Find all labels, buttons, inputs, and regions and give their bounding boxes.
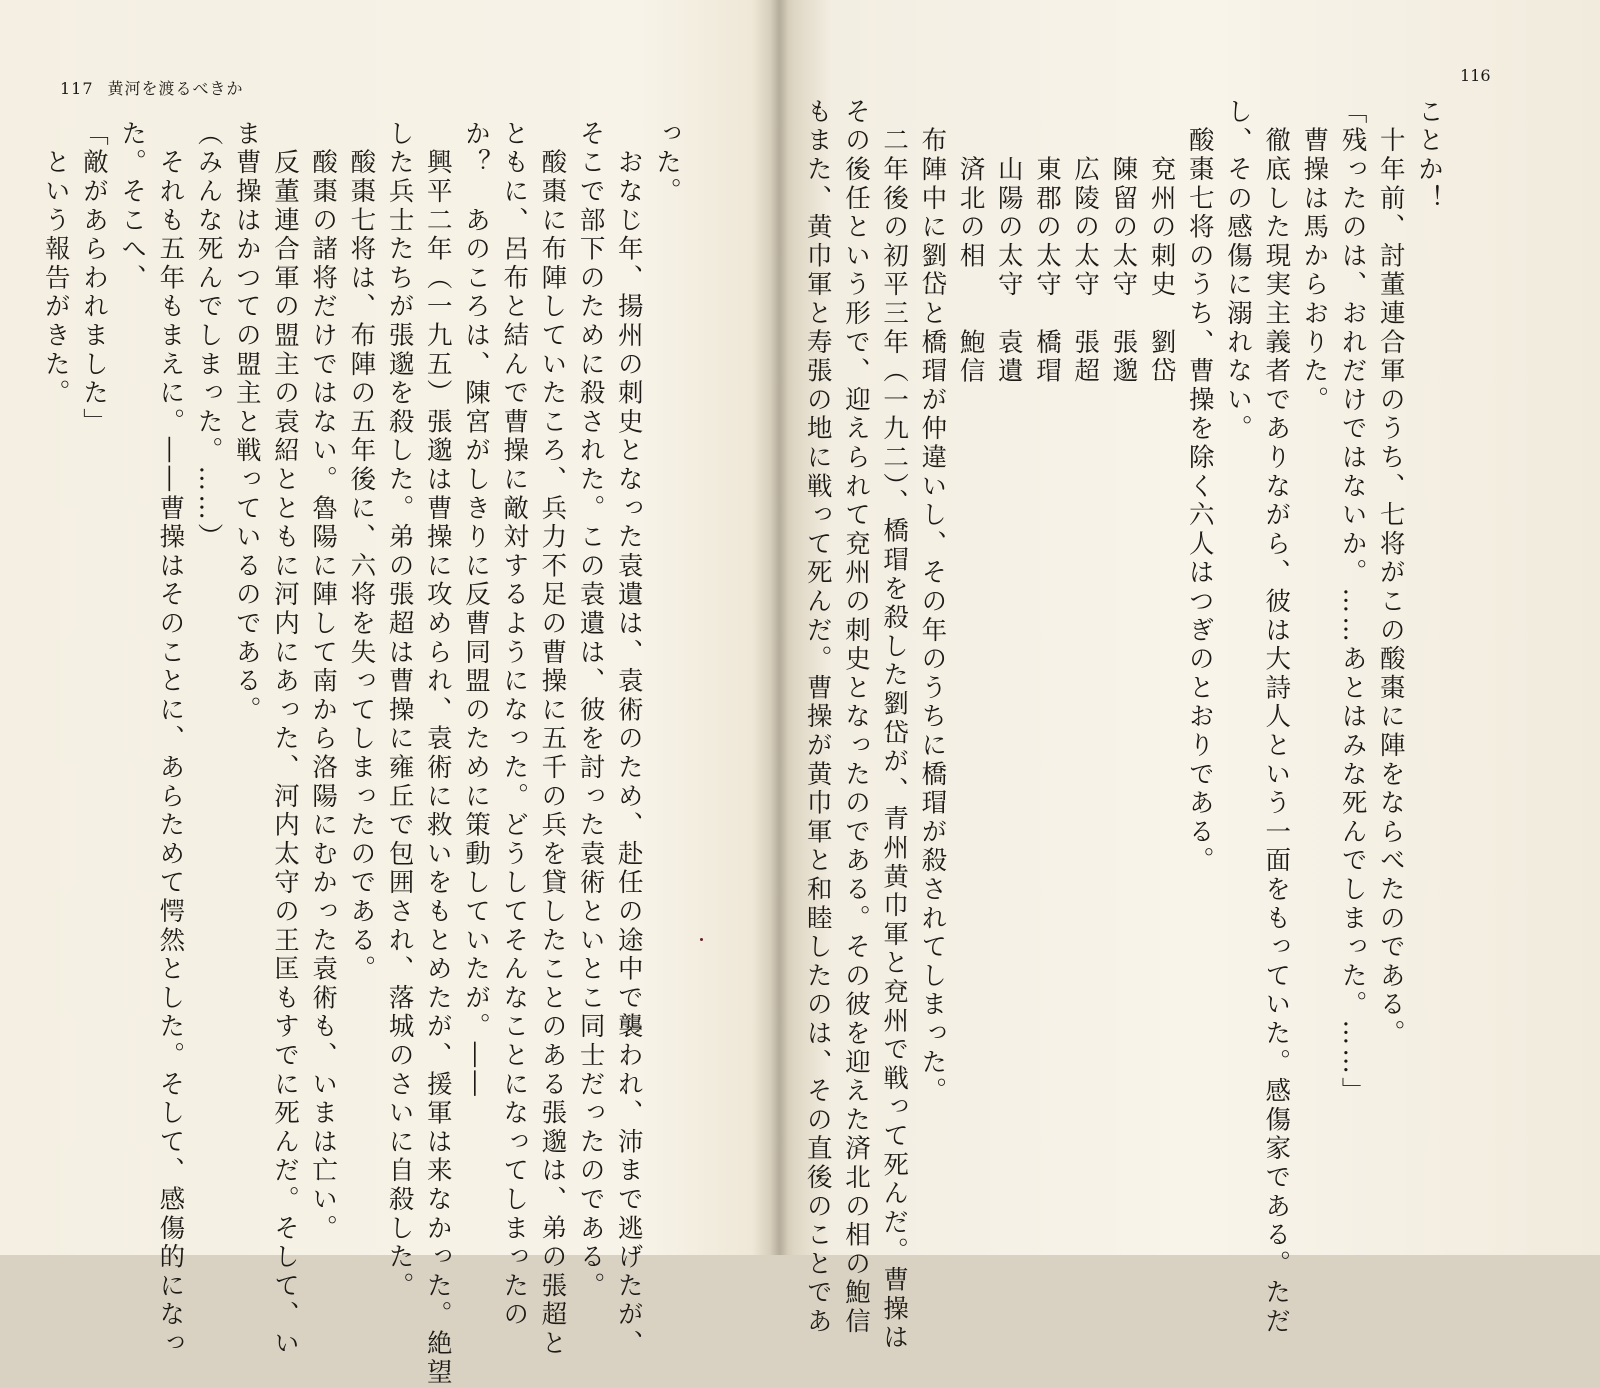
text-line: 興平二年（一九五）張邈は曹操に攻められ、袁術に救いをもとめたが、援軍は来なかった。絶望 [422,120,453,1387]
text-line: し、その感傷に溺れない。 [1222,98,1253,444]
right-page-body [802,98,1448,1353]
text-line: 兗州の刺史 劉岱 [1146,98,1177,386]
text-line: ことか！ [1414,98,1444,214]
text-line: おなじ年、揚州の刺史となった袁遺は、袁術のため、赴任の途中で襲われ、沛まで逃げたが、 [613,120,644,1359]
text-line: そこで部下のために殺された。この袁遺は、彼を討った袁術といとこ同士だったのである。 [575,120,606,1301]
text-line: 酸棗に布陣していたころ、兵力不足の曹操に五千の兵を貸したことのある張邈は、弟の張超と [537,120,568,1359]
text-line: 陳留の太守 張邈 [1108,98,1139,386]
text-line: 二年後の初平三年（一九二）、橋瑁を殺した劉岱が、青州黄巾軍と兗州で戦って死んだ。曹操は [879,98,910,1353]
text-line: 東郡の太守 橋瑁 [1031,98,1062,386]
text-line: ま曹操はかつての盟主と戦っているのである。 [231,120,262,725]
left-page-body [40,120,686,1387]
text-line: 「残ったのは、おれだけではないか。……あとはみな死んでしまった。……」 [1337,98,1368,1106]
text-line: 広陵の太守 張超 [1070,98,1101,386]
text-line: 反董連合軍の盟主の袁紹とともに河内にあった、河内太守の王匡もすでに死んだ。そして、い [269,120,300,1359]
text-line: （みんな死んでしまった。……） [193,120,224,552]
text-line: 済北の相 鮑信 [955,98,986,386]
ink-speck [700,938,703,941]
text-line: した兵士たちが張邈を殺した。弟の張超は曹操に雍丘で包囲され、落城のさいに自殺した。 [384,120,415,1301]
right-page [790,0,1600,1353]
text-line: った。 [652,120,682,207]
text-line: その後任という形で、迎えられて兗州の刺史となったのである。その彼を迎えた済北の相の鮑信 [840,98,871,1337]
right-page-number: 116 [1460,66,1491,85]
text-line: 酸棗七将のうち、曹操を除く六人はつぎのとおりである。 [1184,98,1215,876]
text-line: 布陣中に劉岱と橋瑁が仲違いし、その年のうちに橋瑁が殺されてしまった。 [917,98,948,1106]
text-line: 徹底した現実主義者でありながら、彼は大詩人という一面をもっていた。感傷家である。ただ [1261,98,1292,1337]
text-line: ともに、呂布と結んで曹操に敵対するようになった。どうしてそんなことになってしまったの [499,120,530,1330]
left-page-number: 117 [60,79,94,98]
text-line: 曹操は馬からおりた。 [1299,98,1330,415]
text-line: もまた、黄巾軍と寿張の地に戦って死んだ。曹操が黄巾軍と和睦したのは、その直後のことであ [802,98,833,1337]
text-line: それも五年もまえに。――曹操はそのことに、あらためて愕然とした。そして、感傷的になっ [155,120,186,1359]
running-head: 黄河を渡るべきか [107,79,244,98]
text-line: 「敵があらわれました」 [78,120,109,437]
text-line: 十年前、討董連合軍のうち、七将がこの酸棗に陣をならべたのである。 [1375,98,1406,1049]
text-line: 山陽の太守 袁遺 [993,98,1024,386]
left-page-header [60,76,244,99]
left-page [0,0,778,1387]
text-line: 酸棗の諸将だけではない。魯陽に陣して南から洛陽にむかった袁術も、いまは亡い。 [308,120,339,1244]
text-line: か？ あのころは、陳宮がしきりに反曹同盟のために策動していたが。―― [460,120,491,1100]
text-line: 酸棗七将は、布陣の五年後に、六将を失ってしまったのである。 [346,120,377,984]
text-line: た。そこへ、 [117,120,148,293]
text-line: という報告がきた。 [40,120,71,408]
